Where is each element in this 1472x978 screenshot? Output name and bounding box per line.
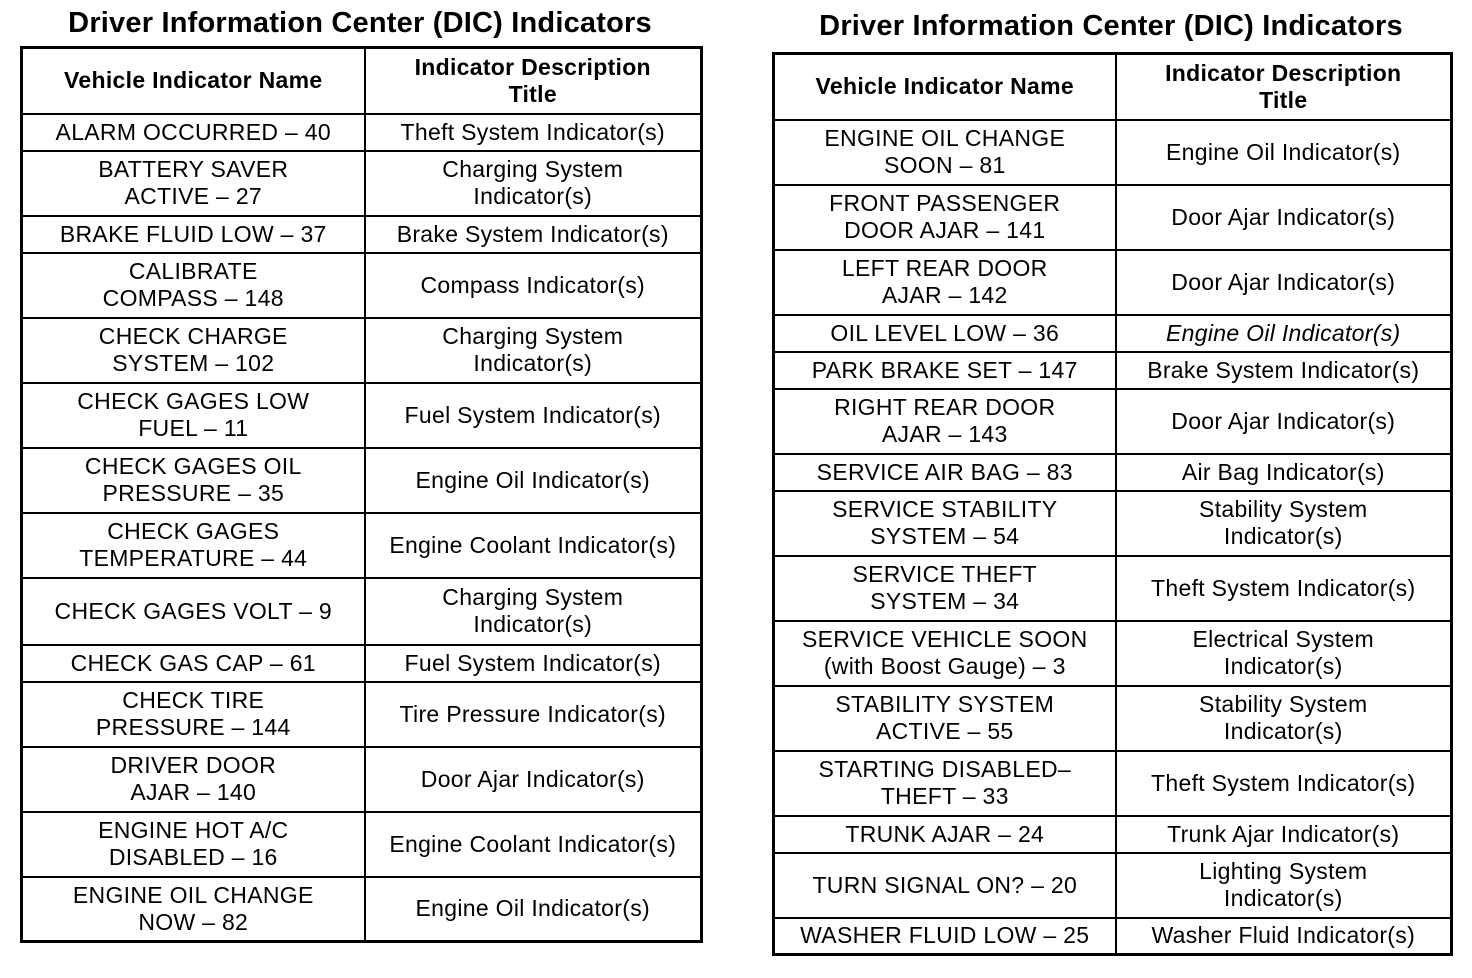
indicator-name <box>22 645 365 682</box>
indicator-name <box>774 621 1116 686</box>
indicator-description <box>1116 389 1452 454</box>
indicator-description <box>365 578 702 645</box>
column-header-description <box>1116 54 1452 120</box>
indicator-name-line: ENGINE HOT A/C <box>98 817 289 843</box>
table-row <box>22 513 702 578</box>
indicator-name-line: CHECK CHARGE <box>98 323 288 349</box>
indicator-name-line: STABILITY SYSTEM <box>835 691 1055 717</box>
table-row <box>774 816 1452 853</box>
table-row <box>774 389 1452 454</box>
indicator-name <box>774 816 1116 853</box>
indicator-name-line: OIL LEVEL LOW – 36 <box>830 319 1060 346</box>
column-header-description-line2: Title <box>508 80 557 107</box>
table-row <box>774 491 1452 556</box>
table-row <box>22 114 702 151</box>
table-row <box>774 751 1452 816</box>
indicator-name-line: CHECK GAS CAP – 61 <box>70 649 316 676</box>
indicator-name <box>22 383 365 448</box>
indicator-description <box>1116 491 1452 556</box>
indicator-name-line: PRESSURE – 144 <box>95 714 291 740</box>
indicator-name-line: SERVICE VEHICLE SOON <box>802 626 1088 652</box>
indicator-name <box>774 389 1116 454</box>
indicator-name <box>22 448 365 513</box>
table-row <box>774 853 1452 918</box>
indicator-name <box>774 250 1116 315</box>
indicator-name <box>22 216 365 253</box>
indicator-name <box>774 686 1116 751</box>
indicator-name-line: FRONT PASSENGER <box>829 190 1061 216</box>
indicator-name <box>774 751 1116 816</box>
indicator-name-line: PARK BRAKE SET – 147 <box>811 356 1078 383</box>
table-row <box>774 621 1452 686</box>
table-row <box>774 352 1452 389</box>
indicator-description-line: Indicator(s) <box>1223 653 1343 679</box>
indicator-description-line: Indicator(s) <box>1223 885 1343 911</box>
indicator-name <box>22 114 365 151</box>
indicator-name-line: COMPASS – 148 <box>102 285 284 311</box>
indicator-description-line: Air Bag Indicator(s) <box>1181 458 1385 485</box>
indicator-name-line: ENGINE OIL CHANGE <box>824 125 1066 151</box>
table-row <box>22 216 702 253</box>
table-row <box>22 877 702 942</box>
indicator-description <box>1116 751 1452 816</box>
indicator-description-line: Charging System <box>442 156 624 182</box>
indicator-description-line: Engine Oil Indicator(s) <box>415 895 650 922</box>
indicator-name <box>774 918 1116 955</box>
indicator-name-line: TEMPERATURE – 44 <box>79 545 308 571</box>
indicator-name <box>774 556 1116 621</box>
indicator-description <box>1116 454 1452 491</box>
indicator-description <box>1116 918 1452 955</box>
indicator-name-line: SERVICE THEFT <box>852 561 1038 587</box>
table-row <box>774 454 1452 491</box>
indicator-description-line: Indicator(s) <box>1223 523 1343 549</box>
indicator-description-line: Charging System <box>442 584 624 610</box>
indicator-description-line: Indicator(s) <box>1223 718 1343 744</box>
indicator-description-line: Fuel System Indicator(s) <box>404 649 661 676</box>
column-header-description-line2: Title <box>1259 86 1308 113</box>
indicator-name-line: LEFT REAR DOOR <box>841 255 1048 281</box>
indicator-name-line: CHECK GAGES VOLT – 9 <box>54 597 332 624</box>
indicator-description-line: Door Ajar Indicator(s) <box>420 765 645 792</box>
table-row <box>22 747 702 812</box>
indicator-description-line: Engine Oil Indicator(s) <box>415 466 650 493</box>
indicator-name <box>22 578 365 645</box>
indicator-description <box>1116 556 1452 621</box>
column-header-name: Vehicle Indicator Name <box>22 48 365 114</box>
indicator-name-line: WASHER FLUID LOW – 25 <box>800 922 1090 949</box>
indicator-name <box>774 853 1116 918</box>
column-header-description-line1: Indicator Description <box>1165 59 1402 86</box>
left-panel-title: Driver Information Center (DIC) Indicators <box>68 7 652 39</box>
table-header-row <box>22 48 702 114</box>
indicator-description-line: Indicator(s) <box>473 183 593 209</box>
right-indicator-table <box>772 52 1453 956</box>
indicator-description <box>1116 621 1452 686</box>
table-row <box>22 645 702 682</box>
indicator-description <box>365 216 702 253</box>
table-row <box>22 253 702 318</box>
table-row <box>22 383 702 448</box>
indicator-name-line: CHECK GAGES LOW <box>77 388 310 414</box>
table-row <box>22 151 702 216</box>
table-row <box>22 812 702 877</box>
table-row <box>774 556 1452 621</box>
indicator-name <box>22 253 365 318</box>
indicator-name <box>774 454 1116 491</box>
indicator-description <box>365 383 702 448</box>
table-row <box>774 918 1452 955</box>
indicator-description <box>365 747 702 812</box>
indicator-description-line: Engine Coolant Indicator(s) <box>389 531 677 558</box>
indicator-description-line: Trunk Ajar Indicator(s) <box>1167 820 1400 847</box>
indicator-description-line: Lighting System <box>1199 858 1368 884</box>
indicator-description <box>365 253 702 318</box>
indicator-name-line: DISABLED – 16 <box>108 844 278 870</box>
indicator-description <box>365 151 702 216</box>
indicator-name-line: STARTING DISABLED– <box>818 756 1071 782</box>
left-indicator-table <box>20 46 703 943</box>
indicator-name-line: BATTERY SAVER <box>98 156 289 182</box>
indicator-description <box>365 114 702 151</box>
indicator-name-line: ACTIVE – 55 <box>875 718 1014 744</box>
indicator-description-line: Washer Fluid Indicator(s) <box>1151 922 1416 949</box>
indicator-name <box>774 185 1116 250</box>
indicator-name <box>774 491 1116 556</box>
indicator-description-line: Brake System Indicator(s) <box>396 220 669 247</box>
indicator-name-line: NOW – 82 <box>138 908 249 935</box>
indicator-description <box>1116 853 1452 918</box>
table-row <box>22 578 702 645</box>
column-header-description-line1: Indicator Description <box>414 53 651 80</box>
indicator-name-line: CALIBRATE <box>128 258 258 284</box>
indicator-name <box>22 682 365 747</box>
indicator-description <box>1116 686 1452 751</box>
indicator-description <box>365 812 702 877</box>
indicator-name <box>22 318 365 383</box>
table-header-row <box>774 54 1452 120</box>
indicator-name-line: SYSTEM – 102 <box>112 350 275 376</box>
indicator-description <box>365 513 702 578</box>
indicator-name-line: CHECK GAGES OIL <box>84 453 302 479</box>
indicator-description-line: Electrical System <box>1192 626 1374 652</box>
indicator-description-line: Door Ajar Indicator(s) <box>1171 203 1396 230</box>
indicator-description-line: Indicator(s) <box>473 611 593 637</box>
indicator-name-line: SYSTEM – 54 <box>870 523 1020 549</box>
indicator-description <box>1116 816 1452 853</box>
left-panel <box>20 0 700 943</box>
indicator-description-line: Engine Coolant Indicator(s) <box>389 830 677 857</box>
indicator-name-line: AJAR – 140 <box>130 779 257 805</box>
indicator-description <box>365 645 702 682</box>
indicator-description-line: Engine Oil Indicator(s) <box>1166 319 1401 346</box>
indicator-name <box>22 877 365 942</box>
indicator-name-line: (with Boost Gauge) – 3 <box>823 653 1066 679</box>
column-header-description <box>365 48 702 114</box>
indicator-description-line: Charging System <box>442 323 624 349</box>
indicator-description <box>365 448 702 513</box>
table-row <box>22 448 702 513</box>
column-header-name: Vehicle Indicator Name <box>774 54 1116 120</box>
right-panel <box>772 0 1450 956</box>
indicator-name-line: PRESSURE – 35 <box>102 480 285 506</box>
table-row <box>774 686 1452 751</box>
indicator-description <box>1116 352 1452 389</box>
table-row <box>22 318 702 383</box>
indicator-name-line: ACTIVE – 27 <box>124 183 263 209</box>
indicator-name <box>22 747 365 812</box>
indicator-description-line: Indicator(s) <box>473 350 593 376</box>
table-row <box>22 682 702 747</box>
indicator-name <box>22 513 365 578</box>
indicator-description-line: Door Ajar Indicator(s) <box>1171 268 1396 295</box>
indicator-description-line: Fuel System Indicator(s) <box>404 401 661 428</box>
indicator-name <box>22 151 365 216</box>
indicator-description <box>1116 315 1452 352</box>
indicator-name <box>774 120 1116 185</box>
indicator-name-line: TURN SIGNAL ON? – 20 <box>812 871 1078 898</box>
indicator-name-line: RIGHT REAR DOOR <box>834 394 1056 420</box>
indicator-description-line: Theft System Indicator(s) <box>1151 574 1416 601</box>
indicator-name-line: SOON – 81 <box>883 152 1006 178</box>
indicator-description <box>365 682 702 747</box>
indicator-description-line: Brake System Indicator(s) <box>1147 356 1420 383</box>
indicator-name-line: AJAR – 143 <box>881 421 1008 447</box>
indicator-name-line: ENGINE OIL CHANGE <box>72 881 314 908</box>
indicator-name-line: SERVICE STABILITY <box>832 496 1058 522</box>
table-row <box>774 120 1452 185</box>
indicator-description <box>365 318 702 383</box>
indicator-name-line: CHECK GAGES <box>107 518 280 544</box>
indicator-description-line: Compass Indicator(s) <box>420 271 646 298</box>
indicator-name-line: CHECK TIRE <box>122 687 265 713</box>
indicator-description-line: Theft System Indicator(s) <box>400 118 665 145</box>
indicator-name-line: FUEL – 11 <box>138 415 249 441</box>
indicator-description-line: Theft System Indicator(s) <box>1151 769 1416 796</box>
indicator-name-line: AJAR – 142 <box>881 282 1008 308</box>
indicator-name <box>774 315 1116 352</box>
indicator-description <box>1116 120 1452 185</box>
indicator-name-line: SERVICE AIR BAG – 83 <box>816 458 1073 485</box>
indicator-name-line: DRIVER DOOR <box>110 752 277 778</box>
indicator-description-line: Stability System <box>1199 691 1368 717</box>
indicator-description-line: Door Ajar Indicator(s) <box>1171 407 1396 434</box>
indicator-name-line: BRAKE FLUID LOW – 37 <box>59 220 327 247</box>
indicator-description <box>1116 250 1452 315</box>
table-row <box>774 185 1452 250</box>
indicator-name-line: TRUNK AJAR – 24 <box>845 820 1045 847</box>
indicator-name <box>22 812 365 877</box>
indicator-name-line: THEFT – 33 <box>880 783 1009 809</box>
right-panel-title: Driver Information Center (DIC) Indicators <box>819 10 1403 42</box>
indicator-name-line: DOOR AJAR – 141 <box>844 217 1046 243</box>
indicator-description <box>365 877 702 942</box>
indicator-description-line: Tire Pressure Indicator(s) <box>399 700 666 727</box>
indicator-description <box>1116 185 1452 250</box>
indicator-name-line: SYSTEM – 34 <box>870 588 1020 614</box>
table-row <box>774 315 1452 352</box>
table-row <box>774 250 1452 315</box>
indicator-description-line: Engine Oil Indicator(s) <box>1166 138 1401 165</box>
indicator-name-line: ALARM OCCURRED – 40 <box>55 118 331 145</box>
indicator-name <box>774 352 1116 389</box>
indicator-description-line: Stability System <box>1199 496 1368 522</box>
